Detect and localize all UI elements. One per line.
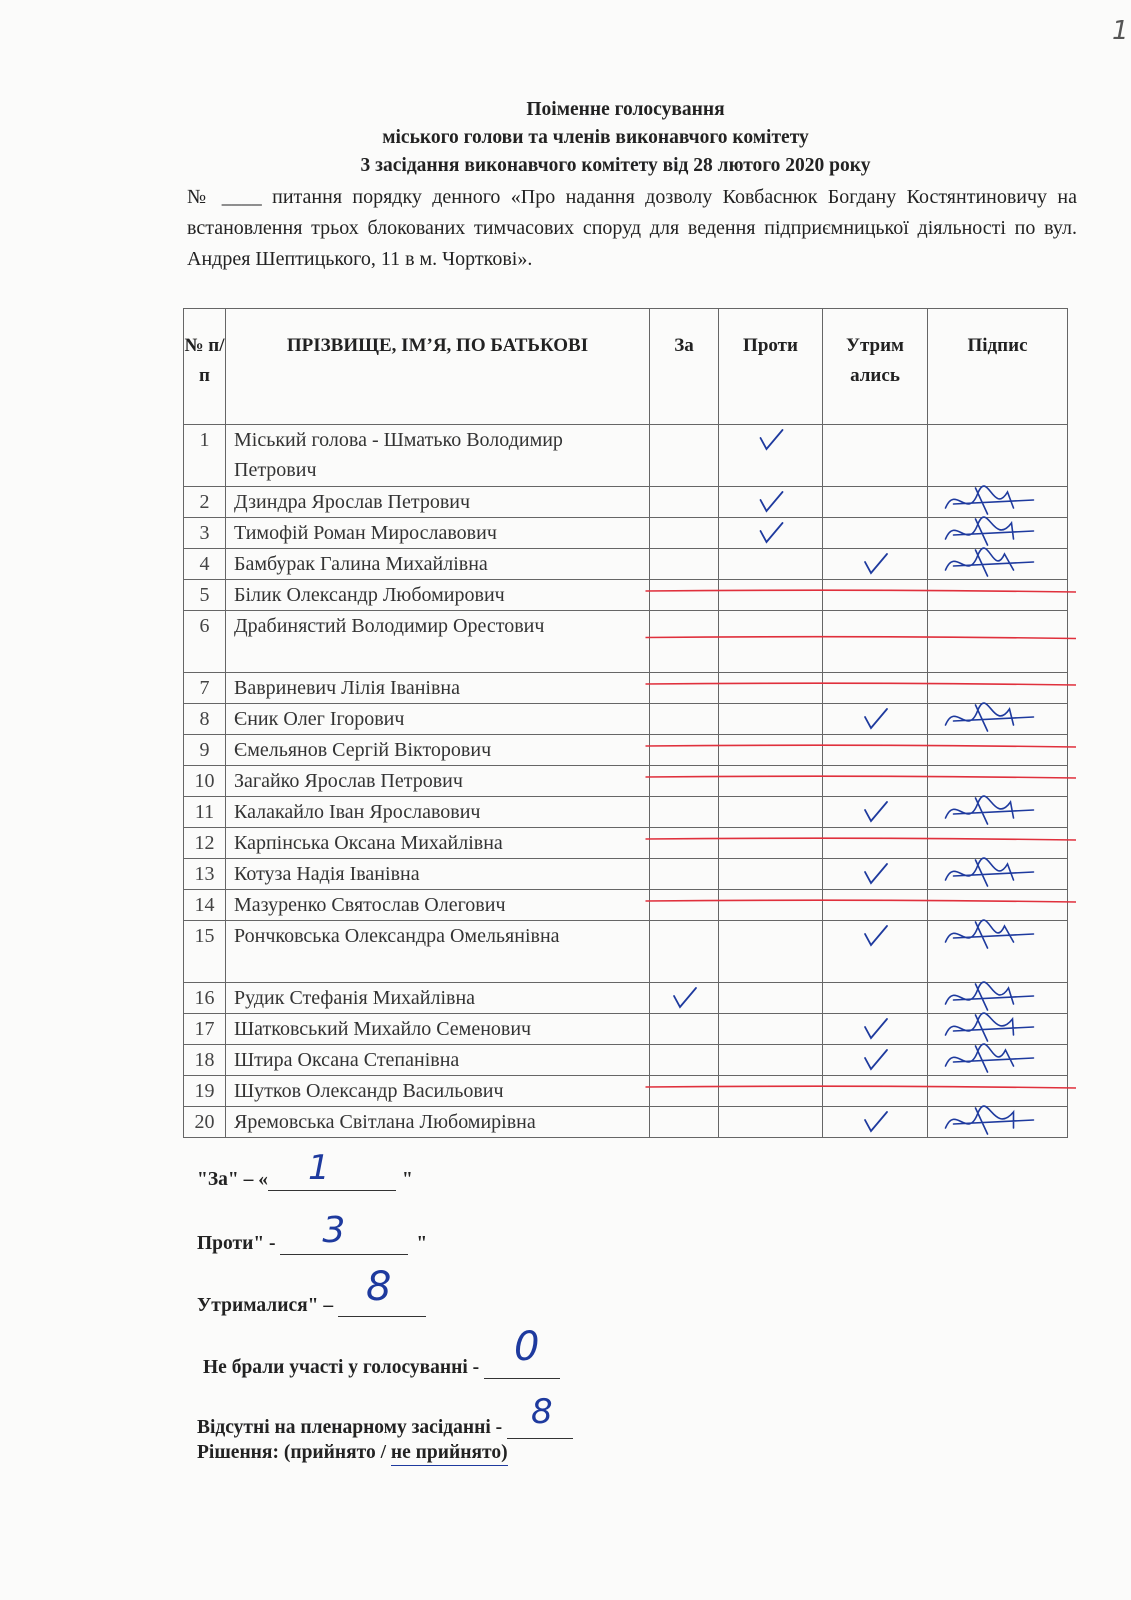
vote-cell-abstained	[823, 735, 928, 766]
vote-cell-against	[719, 766, 823, 797]
header-signature: Підпис	[928, 309, 1068, 425]
signature-cell	[928, 1014, 1068, 1045]
table-row	[184, 890, 1068, 921]
header-number: № п/п	[184, 309, 226, 425]
row-number: 14	[184, 890, 226, 921]
vote-cell-abstained	[823, 518, 928, 549]
signature-cell	[928, 1107, 1068, 1138]
header-abstained: Утрим ались	[823, 309, 928, 425]
vote-cell-abstained	[823, 1076, 928, 1107]
table-row	[184, 549, 1068, 580]
summary-for-label: "За" – «	[197, 1169, 268, 1190]
vote-cell-for	[650, 704, 719, 735]
member-name: Драбинястий Володимир Орестович	[226, 611, 650, 673]
vote-cell-against	[719, 1076, 823, 1107]
row-number: 11	[184, 797, 226, 828]
header-name: ПРІЗВИЩЕ, ІМ’Я, ПО БАТЬКОВІ	[226, 309, 650, 425]
vote-cell-against	[719, 921, 823, 983]
row-number: 7	[184, 673, 226, 704]
agenda-text: «Про надання дозволу Ковбаснюк Богдану Костянтиновичу на встановлення трьох блокованих тимчасових споруд для ведення підприємницької діяльності по вул. Андрея Шептицького, 11 в м. Чорткові».	[187, 186, 1077, 270]
summary-for-close: "	[401, 1169, 413, 1190]
vote-cell-against	[719, 487, 823, 518]
table-row	[184, 425, 1068, 487]
signature-cell	[928, 1076, 1068, 1107]
vote-cell-for	[650, 983, 719, 1014]
title-line-2: міського голови та членів виконавчого комітету	[382, 127, 809, 148]
vote-cell-against	[719, 828, 823, 859]
vote-cell-against	[719, 735, 823, 766]
member-name: Калакайло Іван Ярославович	[226, 797, 650, 828]
row-number: 16	[184, 983, 226, 1014]
summary-for-blank	[268, 1148, 396, 1191]
summary-not-voted-label: Не брали участі у голосуванні -	[203, 1357, 480, 1378]
vote-cell-against	[719, 1045, 823, 1076]
summary-not-voted-value: 0	[514, 1324, 540, 1370]
summary-absent	[197, 1392, 573, 1439]
summary-abstained-label: Утрималися" –	[197, 1295, 334, 1316]
summary-against-value: 3	[322, 1210, 346, 1251]
table-row	[184, 1107, 1068, 1138]
row-number: 13	[184, 859, 226, 890]
vote-cell-abstained	[823, 1014, 928, 1045]
member-name: Мазуренко Святослав Олегович	[226, 890, 650, 921]
vote-cell-abstained	[823, 549, 928, 580]
header-against: Проти	[719, 309, 823, 425]
member-name: Загайко Ярослав Петрович	[226, 766, 650, 797]
row-number: 9	[184, 735, 226, 766]
member-name: Карпінська Оксана Михайлівна	[226, 828, 650, 859]
vote-cell-abstained	[823, 1045, 928, 1076]
vote-cell-for	[650, 549, 719, 580]
vote-cell-for	[650, 828, 719, 859]
signature-cell	[928, 549, 1068, 580]
member-name: Білик Олександр Любомирович	[226, 580, 650, 611]
row-number: 5	[184, 580, 226, 611]
table-row	[184, 828, 1068, 859]
member-name: Дзиндра Ярослав Петрович	[226, 487, 650, 518]
vote-cell-abstained	[823, 921, 928, 983]
vote-cell-abstained	[823, 766, 928, 797]
row-number: 2	[184, 487, 226, 518]
vote-cell-for	[650, 518, 719, 549]
title-line-3: 3 засідання виконавчого комітету від 28 лютого 2020 року	[360, 155, 871, 176]
vote-cell-abstained	[823, 797, 928, 828]
vote-cell-for	[650, 611, 719, 673]
vote-cell-against	[719, 425, 823, 487]
summary-not-voted	[203, 1324, 560, 1379]
vote-cell-against	[719, 580, 823, 611]
table-row	[184, 766, 1068, 797]
signature-cell	[928, 766, 1068, 797]
member-name: Рончковська Олександра Омельянівна	[226, 921, 650, 983]
summary-not-voted-blank	[484, 1324, 560, 1379]
page-number-mark: 1	[1112, 16, 1129, 46]
vote-cell-against	[719, 611, 823, 673]
row-number: 3	[184, 518, 226, 549]
summary-against-close: "	[416, 1233, 428, 1254]
signature-cell	[928, 859, 1068, 890]
member-name: Бамбурак Галина Михайлівна	[226, 549, 650, 580]
table-row	[184, 611, 1068, 673]
summary-absent-label: Відсутні на пленарному засіданні -	[197, 1417, 503, 1438]
agenda-item	[187, 182, 1077, 275]
signature-cell	[928, 1045, 1068, 1076]
member-name: Міський голова - Шматько Володимир Петрович	[226, 425, 650, 487]
member-name: Шутков Олександр Васильович	[226, 1076, 650, 1107]
row-number: 20	[184, 1107, 226, 1138]
signature-cell	[928, 673, 1068, 704]
vote-cell-for	[650, 487, 719, 518]
signature-cell	[928, 704, 1068, 735]
table-row	[184, 704, 1068, 735]
vote-cell-abstained	[823, 425, 928, 487]
header-for: За	[650, 309, 719, 425]
signature-cell	[928, 890, 1068, 921]
vote-cell-against	[719, 797, 823, 828]
summary-against-label: Проти" -	[197, 1233, 276, 1254]
signature-cell	[928, 797, 1068, 828]
member-name: Єник Олег Ігорович	[226, 704, 650, 735]
member-name: Яремовська Світлана Любомирівна	[226, 1107, 650, 1138]
member-name: Штира Оксана Степанівна	[226, 1045, 650, 1076]
vote-cell-abstained	[823, 704, 928, 735]
title-line-1: Поіменне голосування	[526, 99, 725, 120]
vote-cell-against	[719, 1107, 823, 1138]
signature-cell	[928, 425, 1068, 487]
vote-cell-abstained	[823, 859, 928, 890]
row-number: 17	[184, 1014, 226, 1045]
vote-cell-against	[719, 983, 823, 1014]
table-row	[184, 487, 1068, 518]
table-row	[184, 580, 1068, 611]
vote-cell-for	[650, 1076, 719, 1107]
vote-cell-against	[719, 518, 823, 549]
vote-cell-for	[650, 580, 719, 611]
decision-not-accepted: не прийнято)	[391, 1442, 508, 1466]
table-row	[184, 1045, 1068, 1076]
signature-cell	[928, 921, 1068, 983]
summary-against-blank	[280, 1210, 408, 1255]
row-number: 6	[184, 611, 226, 673]
signature-cell	[928, 580, 1068, 611]
vote-cell-for	[650, 797, 719, 828]
member-name: Ємельянов Сергій Вікторович	[226, 735, 650, 766]
decision-label: Рішення: (прийнято /	[197, 1442, 387, 1463]
vote-cell-abstained	[823, 1107, 928, 1138]
summary-abstained	[197, 1264, 426, 1317]
vote-cell-for	[650, 766, 719, 797]
row-number: 1	[184, 425, 226, 487]
vote-cell-for	[650, 1107, 719, 1138]
vote-cell-for	[650, 673, 719, 704]
voting-table	[183, 308, 1068, 1138]
vote-cell-abstained	[823, 611, 928, 673]
row-number: 10	[184, 766, 226, 797]
vote-cell-against	[719, 859, 823, 890]
signature-cell	[928, 735, 1068, 766]
signature-cell	[928, 518, 1068, 549]
table-row	[184, 1014, 1068, 1045]
row-number: 18	[184, 1045, 226, 1076]
vote-cell-abstained	[823, 580, 928, 611]
vote-cell-abstained	[823, 983, 928, 1014]
vote-cell-against	[719, 704, 823, 735]
table-row	[184, 859, 1068, 890]
member-name: Шатковський Михайло Семенович	[226, 1014, 650, 1045]
row-number: 8	[184, 704, 226, 735]
vote-cell-against	[719, 549, 823, 580]
table-row	[184, 1076, 1068, 1107]
table-row	[184, 735, 1068, 766]
row-number: 15	[184, 921, 226, 983]
summary-abstained-blank	[338, 1264, 426, 1317]
decision-line	[197, 1442, 508, 1464]
table-row	[184, 673, 1068, 704]
summary-for-value: 1	[307, 1148, 330, 1188]
vote-cell-for	[650, 859, 719, 890]
signature-cell	[928, 983, 1068, 1014]
table-row	[184, 921, 1068, 983]
vote-cell-for	[650, 1014, 719, 1045]
vote-cell-abstained	[823, 673, 928, 704]
member-name: Тимофій Роман Мирославович	[226, 518, 650, 549]
member-name: Вавриневич Лілія Іванівна	[226, 673, 650, 704]
document-title	[0, 96, 1131, 180]
vote-cell-against	[719, 1014, 823, 1045]
agenda-prefix: № ____ питання порядку денного	[187, 186, 501, 208]
row-number: 19	[184, 1076, 226, 1107]
summary-for	[197, 1148, 413, 1191]
table-row	[184, 797, 1068, 828]
vote-cell-abstained	[823, 890, 928, 921]
summary-against	[197, 1210, 428, 1255]
table-row	[184, 518, 1068, 549]
signature-cell	[928, 611, 1068, 673]
vote-cell-abstained	[823, 828, 928, 859]
summary-absent-value: 8	[531, 1392, 553, 1432]
summary-absent-blank	[507, 1392, 573, 1439]
member-name: Рудик Стефанія Михайлівна	[226, 983, 650, 1014]
vote-cell-for	[650, 425, 719, 487]
vote-cell-for	[650, 890, 719, 921]
row-number: 12	[184, 828, 226, 859]
vote-cell-against	[719, 673, 823, 704]
summary-abstained-value: 8	[366, 1264, 392, 1310]
table-row	[184, 983, 1068, 1014]
vote-cell-for	[650, 1045, 719, 1076]
member-name: Котуза Надія Іванівна	[226, 859, 650, 890]
vote-cell-against	[719, 890, 823, 921]
vote-cell-for	[650, 735, 719, 766]
vote-cell-abstained	[823, 487, 928, 518]
signature-cell	[928, 487, 1068, 518]
vote-cell-for	[650, 921, 719, 983]
row-number: 4	[184, 549, 226, 580]
signature-cell	[928, 828, 1068, 859]
